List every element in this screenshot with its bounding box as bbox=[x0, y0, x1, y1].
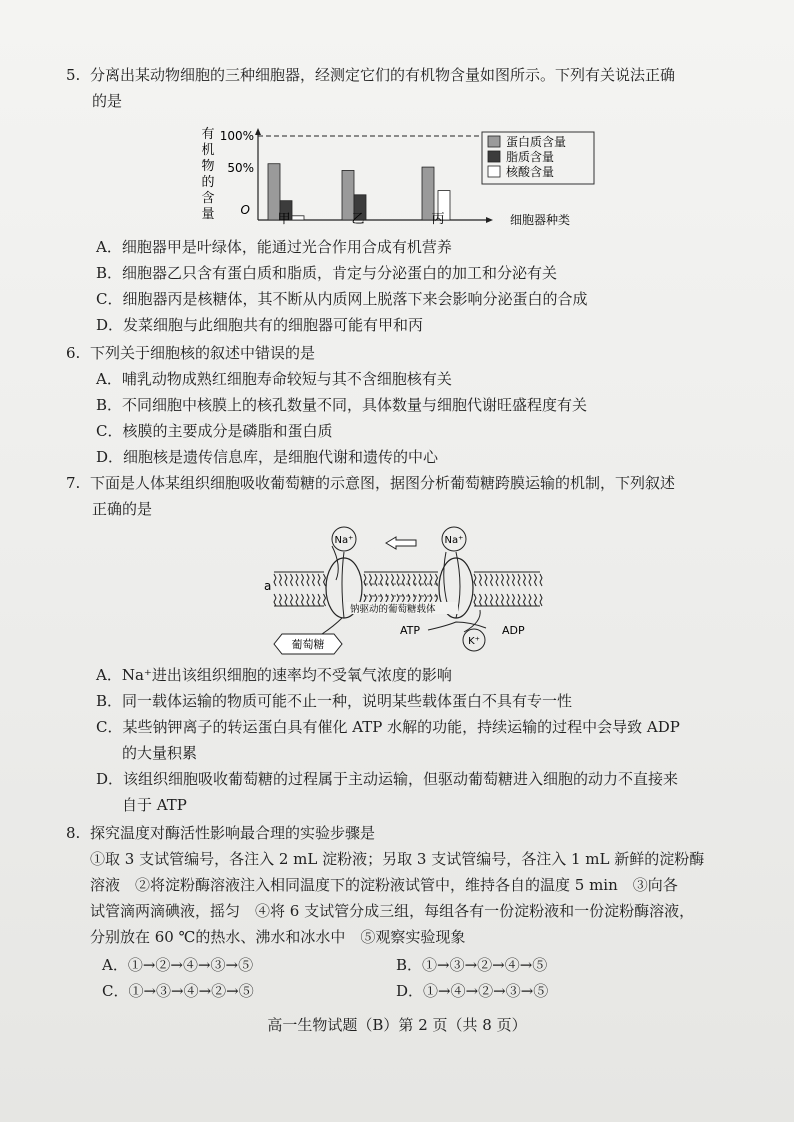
na-entry-arrow bbox=[332, 546, 338, 580]
legend-label: 蛋白质含量 bbox=[506, 135, 567, 149]
question-5 bbox=[66, 62, 726, 88]
lipid-tail bbox=[535, 594, 537, 606]
lipid-tail bbox=[474, 594, 476, 606]
lipid-tail bbox=[285, 574, 287, 586]
question-stem: 下面是人体某组织细胞吸收葡萄糖的示意图，据图分析葡萄糖跨膜运输的机制，下列叙述 bbox=[90, 474, 676, 492]
question-6 bbox=[66, 340, 726, 366]
lipid-tail bbox=[502, 594, 504, 606]
atp-hydrolysis-arrow bbox=[428, 622, 486, 630]
lipid-tail bbox=[518, 574, 520, 586]
q7-option-d-cont: 自于 ATP bbox=[122, 796, 187, 814]
y-label-char: 量 bbox=[201, 207, 215, 222]
direction-arrow-icon bbox=[386, 537, 416, 549]
lipid-tail bbox=[280, 574, 282, 586]
q7-option-a[interactable]: A．Na⁺进出该组织细胞的速率均不受氧气浓度的影响 bbox=[96, 666, 452, 684]
question-stem: 探究温度对酶活性影响最合理的实验步骤是 bbox=[90, 824, 376, 842]
question-number: 5. bbox=[66, 66, 81, 84]
q8-steps-line-4: 分别放在 60 ℃的热水、沸水和冰水中 ⑤观察实验现象 bbox=[90, 928, 466, 946]
y-label-char: 的 bbox=[201, 175, 215, 190]
k-label: K⁺ bbox=[468, 636, 480, 647]
lipid-tail bbox=[285, 594, 287, 606]
lipid-tail bbox=[513, 594, 515, 606]
page-footer: 高一生物试题（B）第 2 页（共 8 页） bbox=[267, 1016, 527, 1034]
lipid-tail bbox=[474, 574, 476, 586]
label-a: a bbox=[264, 579, 272, 593]
lipid-tail bbox=[307, 574, 309, 586]
lipid-tail bbox=[280, 594, 282, 606]
lipid-tail bbox=[397, 574, 399, 586]
glucose-label: 葡萄糖 bbox=[291, 638, 325, 651]
lipid-tail bbox=[274, 594, 276, 606]
y-tick-100: 100% bbox=[219, 129, 254, 143]
lipid-tail bbox=[491, 594, 493, 606]
q8-steps-line-3: 试管滴两滴碘液，摇匀 ④将 6 支试管分成三组，每组各有一份淀粉液和一份淀粉酶溶液， bbox=[90, 902, 695, 920]
question-stem: 分离出某动物细胞的三种细胞器，经测定它们的有机物含量如图所示。下列有关说法正确 bbox=[90, 66, 676, 84]
question-number: 6. bbox=[66, 344, 81, 362]
lipid-tail bbox=[496, 574, 498, 586]
lipid-tail bbox=[480, 594, 482, 606]
lipid-tail bbox=[502, 574, 504, 586]
adp-label: ADP bbox=[502, 624, 525, 637]
q7-option-c[interactable]: C．某些钠钾离子的转运蛋白具有催化 ATP 水解的功能，持续运输的过程中会导致 ADP bbox=[96, 718, 680, 736]
category-label: 丙 bbox=[431, 212, 445, 226]
question-number: 8. bbox=[66, 824, 81, 842]
lipid-tail bbox=[296, 594, 298, 606]
lipid-tail bbox=[485, 594, 487, 606]
question-7-stem-cont bbox=[66, 496, 752, 522]
lipid-tail bbox=[307, 594, 309, 606]
lipid-tail bbox=[425, 574, 427, 586]
lipid-tail bbox=[529, 594, 531, 606]
lipid-tail bbox=[375, 574, 377, 586]
x-axis-arrow bbox=[486, 217, 493, 223]
y-label-char: 机 bbox=[201, 143, 215, 158]
lipid-tail bbox=[291, 594, 293, 606]
question-5-stem-cont bbox=[66, 88, 752, 114]
question-7 bbox=[66, 470, 726, 496]
y-axis-label bbox=[201, 127, 214, 222]
lipid-tail bbox=[496, 594, 498, 606]
question-stem: 下列关于细胞核的叙述中错误的是 bbox=[90, 344, 316, 362]
legend bbox=[488, 134, 566, 179]
question-stem-cont: 正确的是 bbox=[92, 500, 153, 518]
q5-option-c[interactable]: C．细胞器丙是核糖体，其不断从内质网上脱落下来会影响分泌蛋白的合成 bbox=[96, 290, 588, 308]
lipid-tail bbox=[480, 574, 482, 586]
lipid-tail bbox=[318, 574, 320, 586]
y-label-char: 物 bbox=[201, 159, 215, 174]
q7-option-c-cont: 的大量积累 bbox=[122, 744, 198, 762]
lipid-tail bbox=[540, 594, 542, 606]
carrier-label: 钠驱动的葡萄糖载体 bbox=[350, 604, 436, 615]
q6-option-b[interactable]: B．不同细胞中核膜上的核孔数量不同，具体数量与细胞代谢旺盛程度有关 bbox=[96, 396, 588, 414]
legend-swatch bbox=[488, 151, 500, 162]
category-label: 乙 bbox=[351, 212, 365, 226]
lipid-tail bbox=[529, 574, 531, 586]
glucose-release-arrow bbox=[322, 618, 342, 634]
lipid-tail bbox=[535, 574, 537, 586]
lipid-tail bbox=[302, 574, 304, 586]
lipid-tail bbox=[313, 594, 315, 606]
lipid-tail bbox=[318, 594, 320, 606]
lipid-tail bbox=[313, 574, 315, 586]
q8-steps-line-2: 溶液 ②将淀粉酶溶液注入相同温度下的淀粉液试管中，维持各自的温度 5 min ③向各 bbox=[90, 876, 678, 894]
lipid-tail bbox=[513, 574, 515, 586]
y-axis-arrow bbox=[255, 128, 261, 135]
question-stem-cont: 的是 bbox=[92, 92, 123, 110]
legend-swatch bbox=[488, 136, 500, 147]
organelle-content-chart bbox=[190, 126, 610, 226]
membrane-bilayer bbox=[274, 572, 542, 606]
q5-option-b[interactable]: B．细胞器乙只含有蛋白质和脂质，肯定与分泌蛋白的加工和分泌有关 bbox=[96, 264, 558, 282]
lipid-tail bbox=[507, 594, 509, 606]
q8-option-d[interactable]: D．①→④→②→③→⑤ bbox=[396, 982, 549, 1000]
q5-option-d[interactable]: D．发菜细胞与此细胞共有的细胞器可能有甲和丙 bbox=[96, 316, 424, 334]
na-right-label: Na⁺ bbox=[444, 535, 464, 546]
lipid-tail bbox=[274, 574, 276, 586]
glucose-transport-diagram bbox=[250, 522, 560, 657]
lipid-tail bbox=[291, 574, 293, 586]
q8-option-c[interactable]: C．①→③→④→②→⑤ bbox=[102, 982, 254, 1000]
lipid-tail bbox=[485, 574, 487, 586]
q5-option-a[interactable]: A．细胞器甲是叶绿体，能通过光合作用合成有机营养 bbox=[96, 238, 452, 256]
lipid-tail bbox=[540, 574, 542, 586]
lipid-tail bbox=[324, 574, 326, 586]
y-label-char: 含 bbox=[201, 191, 215, 206]
question-number: 7. bbox=[66, 474, 81, 492]
lipid-tail bbox=[524, 574, 526, 586]
q7-option-b[interactable]: B．同一载体运输的物质可能不止一种，说明某些载体蛋白不具有专一性 bbox=[96, 692, 573, 710]
q6-option-d[interactable]: D．细胞核是遗传信息库，是细胞代谢和遗传的中心 bbox=[96, 448, 439, 466]
atp-label: ATP bbox=[400, 624, 421, 637]
x-axis-label: 细胞器种类 bbox=[509, 213, 571, 226]
origin-label: O bbox=[240, 203, 250, 217]
legend-label: 脂质含量 bbox=[506, 150, 555, 164]
q7-option-d[interactable]: D．该组织细胞吸收葡萄糖的过程属于主动运输，但驱动葡萄糖进入细胞的动力不直接来 bbox=[96, 770, 679, 788]
q6-option-c[interactable]: C．核膜的主要成分是磷脂和蛋白质 bbox=[96, 422, 333, 440]
q8-steps-line-1: ①取 3 支试管编号，各注入 2 mL 淀粉液；另取 3 支试管编号，各注入 1 mL 新鲜的淀粉酶 bbox=[90, 850, 705, 868]
lipid-tail bbox=[491, 574, 493, 586]
category-label: 甲 bbox=[277, 212, 291, 226]
legend-swatch bbox=[488, 166, 500, 177]
question-8 bbox=[66, 820, 726, 846]
na-left-label: Na⁺ bbox=[334, 535, 354, 546]
q8-option-b[interactable]: B．①→③→②→④→⑤ bbox=[396, 956, 548, 974]
lipid-tail bbox=[507, 574, 509, 586]
y-label-char: 有 bbox=[201, 127, 215, 142]
lipid-tail bbox=[296, 574, 298, 586]
legend-label: 核酸含量 bbox=[506, 165, 555, 179]
carrier-channel bbox=[342, 552, 344, 618]
lipid-tail bbox=[524, 594, 526, 606]
y-tick-50: 50% bbox=[227, 161, 254, 175]
q6-option-a[interactable]: A．哺乳动物成熟红细胞寿命较短与其不含细胞核有关 bbox=[96, 370, 452, 388]
lipid-tail bbox=[518, 594, 520, 606]
lipid-tail bbox=[324, 594, 326, 606]
q8-option-a[interactable]: A．①→②→④→③→⑤ bbox=[102, 956, 254, 974]
lipid-tail bbox=[302, 594, 304, 606]
bar-甲-核酸含量 bbox=[292, 216, 304, 220]
